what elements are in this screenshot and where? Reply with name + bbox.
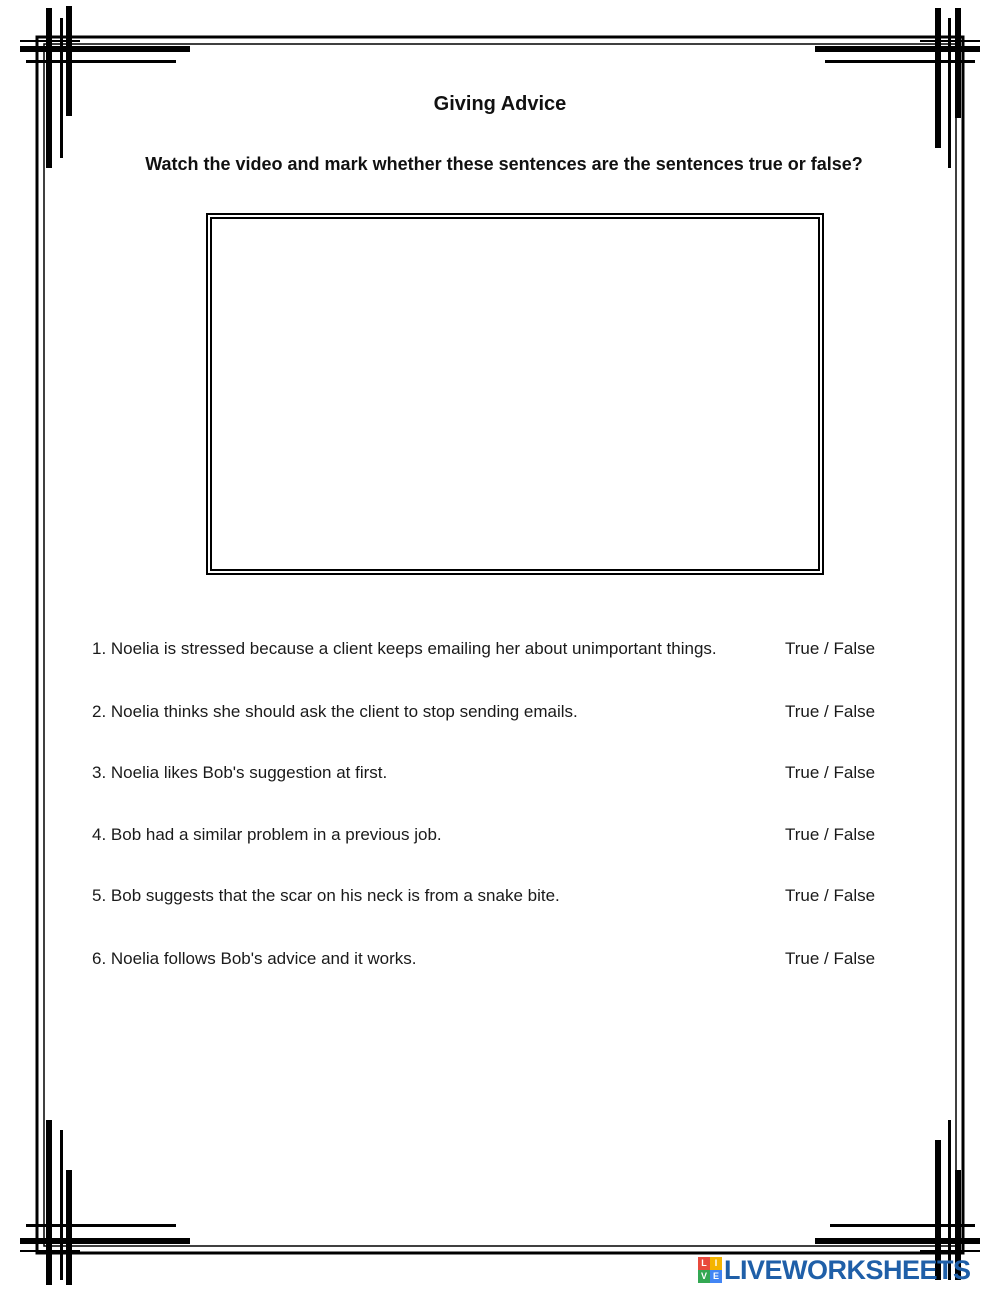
question-1-text: 1. Noelia is stressed because a client keeps emailing her about unimportant things. — [92, 639, 717, 658]
logo-letter-l: L — [698, 1257, 710, 1270]
question-4-text: 4. Bob had a similar problem in a previous job. — [92, 825, 442, 844]
video-player[interactable] — [206, 213, 824, 575]
question-5-answer[interactable]: True / False — [785, 886, 876, 905]
question-4-answer[interactable]: True / False — [785, 825, 876, 844]
liveworksheets-logo-icon — [698, 1257, 722, 1283]
question-6-text: 6. Noelia follows Bob's advice and it works. — [92, 949, 417, 968]
logo-letter-e: E — [710, 1270, 722, 1283]
worksheet-title: Giving Advice — [433, 93, 567, 115]
logo-letter-i: I — [710, 1257, 722, 1270]
question-1-answer[interactable]: True / False — [785, 639, 876, 658]
question-5-text: 5. Bob suggests that the scar on his neck is from a snake bite. — [92, 886, 560, 905]
question-2-text: 2. Noelia thinks she should ask the client to stop sending emails. — [92, 702, 578, 721]
brand-name: LIVEWORKSHEETS — [724, 1254, 971, 1285]
instruction-text: Watch the video and mark whether these sentences are the sentences true or false? — [145, 154, 863, 174]
corner-ornament-top-left — [20, 6, 190, 168]
question-2-answer[interactable]: True / False — [785, 702, 876, 721]
corner-ornament-bottom-left — [20, 1120, 190, 1285]
question-3-text: 3. Noelia likes Bob's suggestion at first. — [92, 763, 388, 782]
question-6-answer[interactable]: True / False — [785, 949, 876, 968]
liveworksheets-brand — [698, 1256, 971, 1284]
question-3-answer[interactable]: True / False — [785, 763, 876, 782]
logo-letter-v: V — [698, 1270, 710, 1283]
